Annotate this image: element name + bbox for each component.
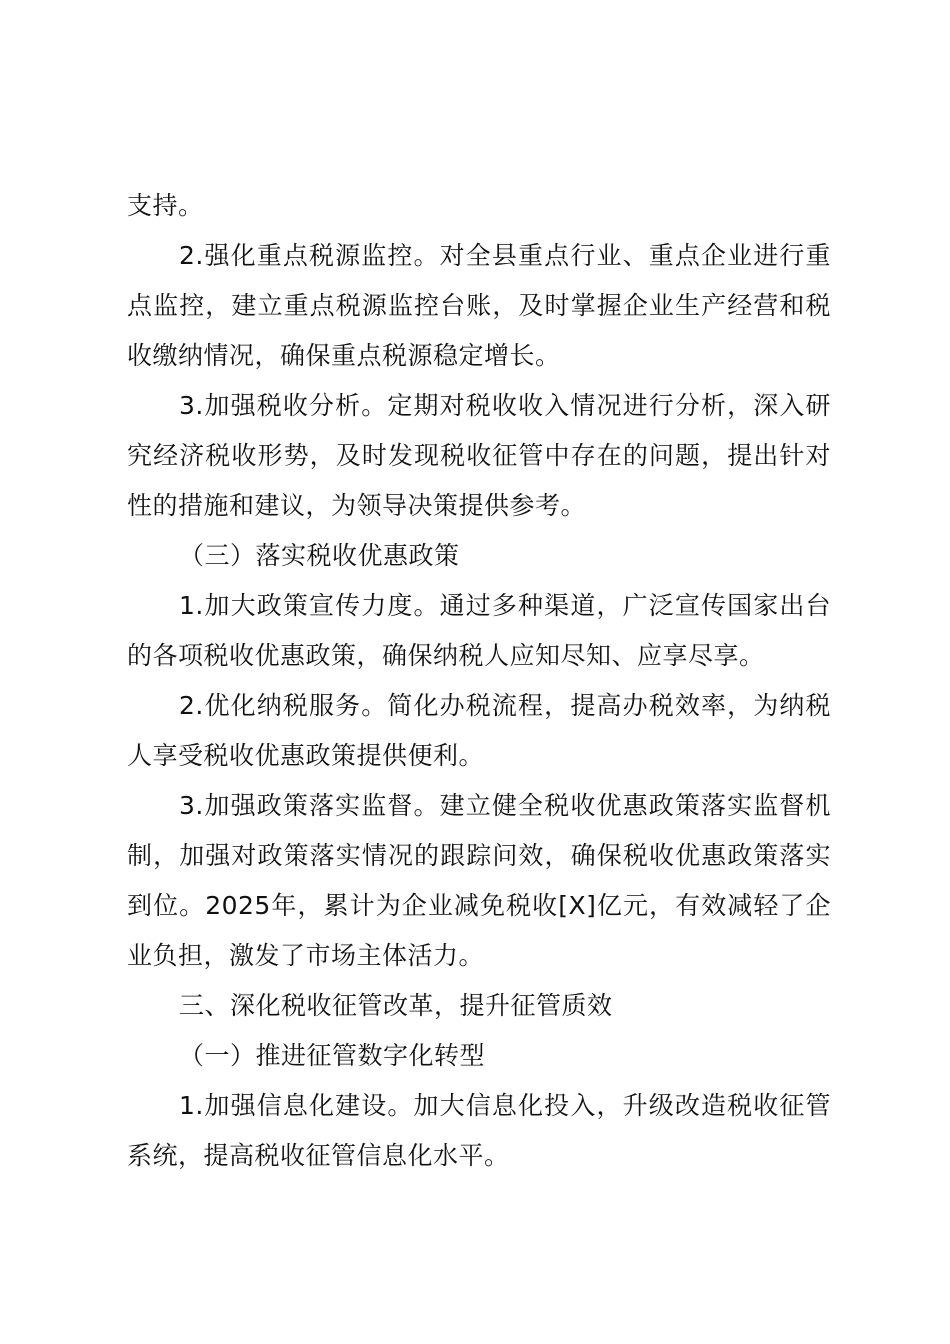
document-body [127, 181, 831, 1181]
paragraph-policy-implementation-supervision: 3.加强政策落实监督。建立健全税收优惠政策落实监督机制，加强对政策落实情况的跟踪问效，确保税收优惠政策落实到位。2025年，累计为企业减免税收[X]亿元，有效减轻了企业负担，激发了市场主体活力。 [127, 791, 831, 970]
section-heading-reform: 三、深化税收征管改革，提升征管质效 [179, 991, 613, 1020]
paragraph-informatization: 1.加强信息化建设。加大信息化投入，升级改造税收征管系统，提高税收征管信息化水平。 [127, 1091, 831, 1170]
paragraph-tax-service-optimization: 2.优化纳税服务。简化办税流程，提高办税效率，为纳税人享受税收优惠政策提供便利。 [127, 691, 831, 770]
section-heading-tax-preferential-policies: （三）落实税收优惠政策 [179, 541, 460, 570]
paragraph-key-tax-source-monitoring: 2.强化重点税源监控。对全县重点行业、重点企业进行重点监控，建立重点税源监控台账，及时掌握企业生产经营和税收缴纳情况，确保重点税源稳定增长。 [127, 241, 831, 370]
paragraph-continuation: 支持。 [127, 191, 204, 220]
paragraph-policy-publicity: 1.加大政策宣传力度。通过多种渠道，广泛宣传国家出台的各项税收优惠政策，确保纳税人应知尽知、应享尽享。 [127, 591, 831, 670]
paragraph-tax-analysis: 3.加强税收分析。定期对税收收入情况进行分析，深入研究经济税收形势，及时发现税收征管中存在的问题，提出针对性的措施和建议，为领导决策提供参考。 [127, 391, 831, 520]
subsection-heading-digital-transformation: （一）推进征管数字化转型 [179, 1041, 486, 1070]
